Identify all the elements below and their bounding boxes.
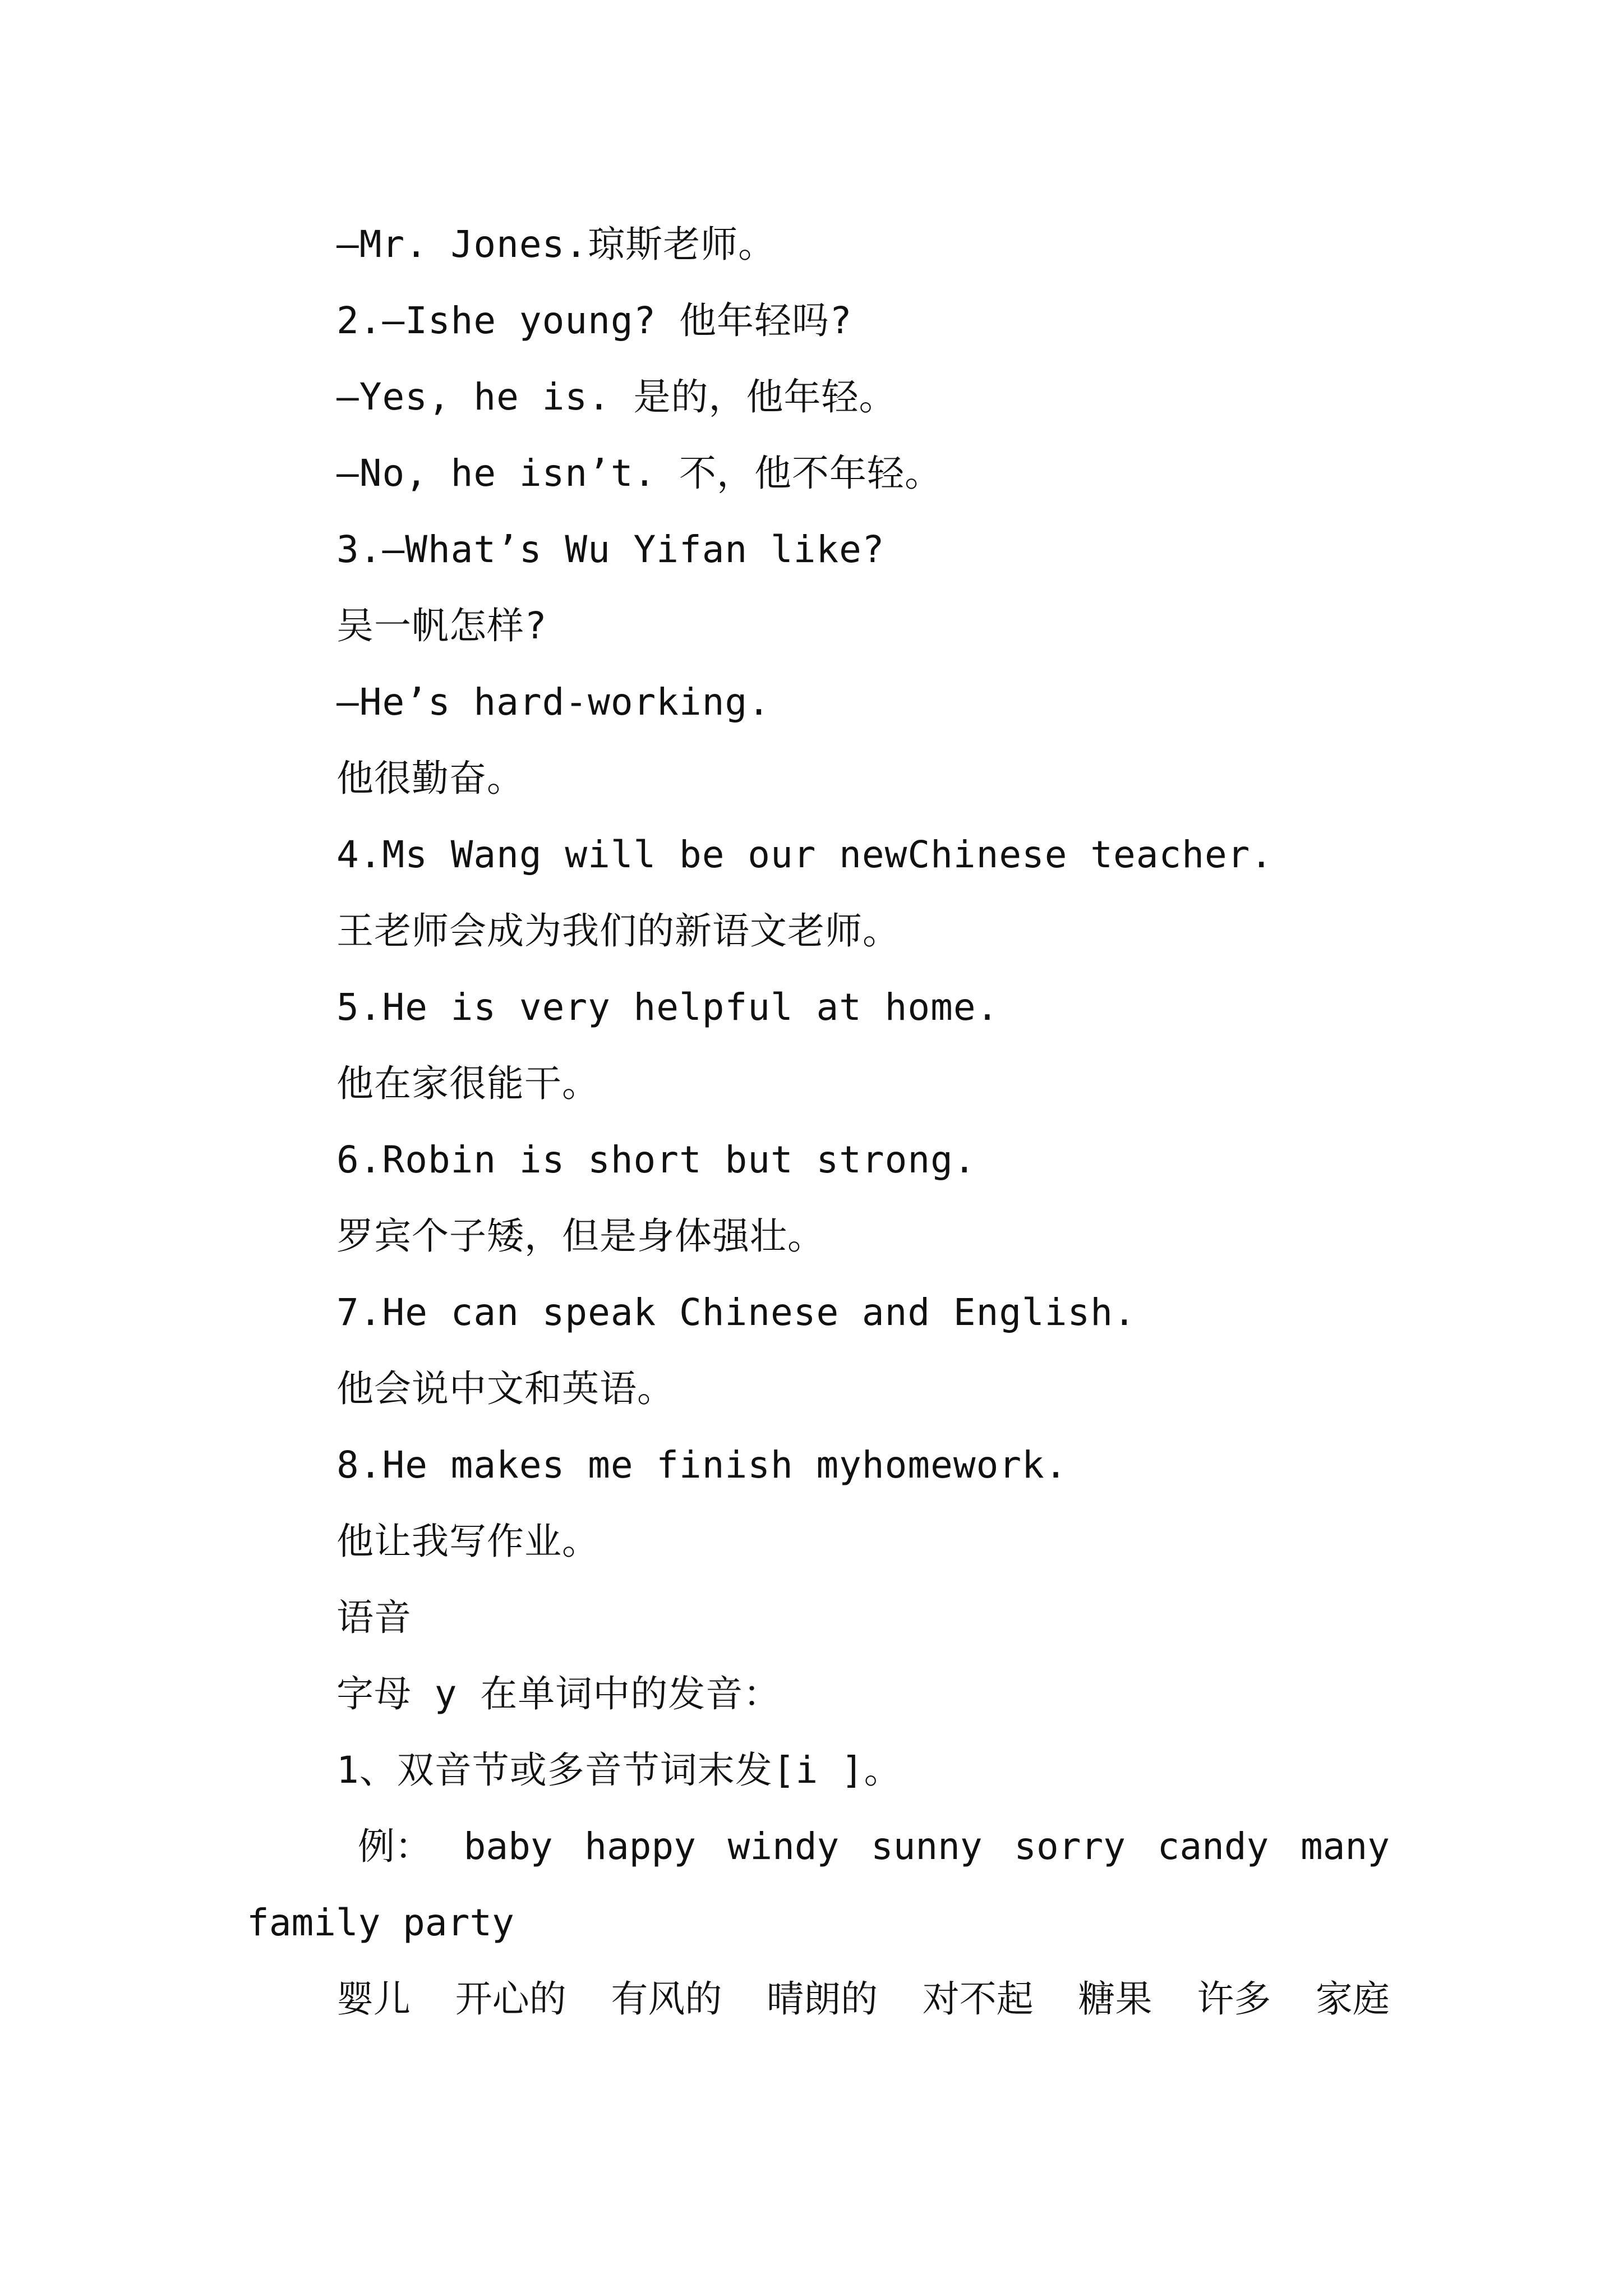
translation-word: 家庭	[1315, 1977, 1390, 2021]
example-word: sorry	[1014, 1825, 1126, 1868]
text-line-15: 7.He can speak Chinese and English.	[336, 1291, 1136, 1334]
example-word: happy	[584, 1825, 696, 1868]
translation-word: 晴朗的	[767, 1977, 878, 2021]
text-line-12: 他在家很能干。	[336, 1062, 600, 1105]
text-line-13: 6.Robin is short but strong.	[336, 1138, 976, 1181]
text-line-5: 3.—What’s Wu Yifan like?	[336, 528, 885, 571]
example-word: baby	[463, 1825, 553, 1868]
translation-word: 婴儿	[336, 1977, 411, 2021]
text-line-2: 2.—Ishe young? 他年轻吗?	[336, 299, 852, 342]
text-line-17: 8.He makes me finish myhomework.	[336, 1443, 1068, 1487]
section-heading: 语音	[336, 1596, 412, 1639]
text-line-18: 他让我写作业。	[336, 1520, 600, 1563]
example-line	[358, 1824, 1390, 1869]
text-line-16: 他会说中文和英语。	[336, 1367, 675, 1410]
text-line-10: 王老师会成为我们的新语文老师。	[336, 909, 900, 953]
text-line-7: —He’s hard-working.	[336, 680, 771, 724]
text-line-8: 他很勤奋。	[336, 757, 524, 800]
text-line-3: —Yes, he is. 是的，他年轻。	[336, 375, 897, 418]
text-line-6: 吴一帆怎样?	[336, 604, 547, 647]
example-word: windy	[727, 1825, 840, 1868]
example-label: 例：	[358, 1825, 432, 1868]
text-line-9: 4.Ms Wang will be our newChinese teacher.	[336, 833, 1274, 876]
text-line-11: 5.He is very helpful at home.	[336, 986, 999, 1029]
example-word: many	[1300, 1825, 1390, 1868]
example-word: candy	[1157, 1825, 1269, 1868]
translation-word: 有风的	[611, 1977, 722, 2021]
translation-word: 开心的	[455, 1977, 566, 2021]
text-line-14: 罗宾个子矮，但是身体强壮。	[336, 1214, 825, 1258]
text-line-4: —No, he isn’t. 不，他不年轻。	[336, 452, 943, 495]
translation-line	[336, 1977, 1390, 2022]
translation-word: 许多	[1197, 1977, 1271, 2021]
translation-word: 糖果	[1078, 1977, 1152, 2021]
translation-word: 对不起	[922, 1977, 1034, 2021]
example-continuation: family party	[247, 1901, 514, 1944]
text-line-21: 1、双音节或多音节词末发[i ]。	[336, 1749, 902, 1792]
text-line-20: 字母 y 在单词中的发音：	[336, 1672, 781, 1715]
text-line-1: —Mr. Jones.琼斯老师。	[336, 223, 776, 266]
example-word: sunny	[870, 1825, 983, 1868]
